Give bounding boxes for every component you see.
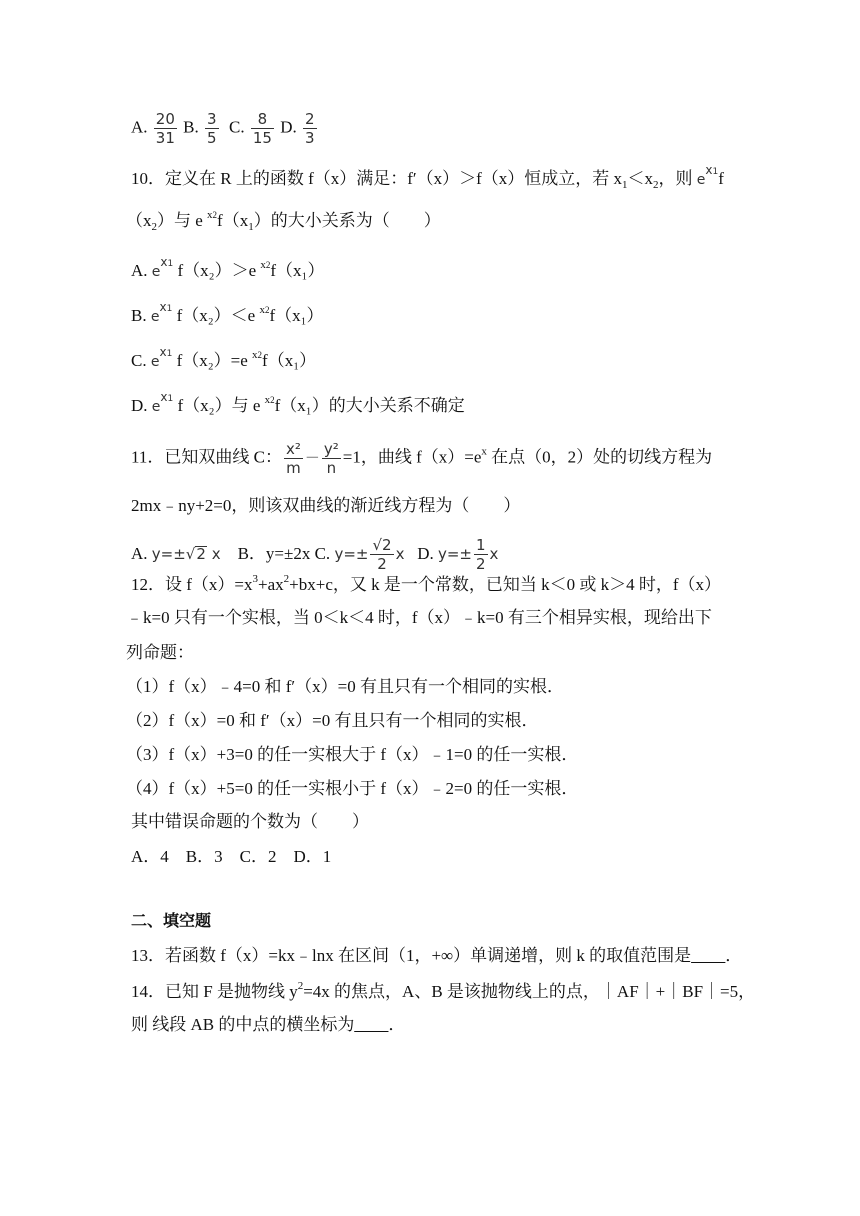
q14-stem-line1: 14．已知 F 是抛物线 $y^2=4x$ 的焦点，A、B 是该抛物线上的点，｜AF｜+｜BF｜=5， <box>131 980 756 1001</box>
q9-option-c-label: C. <box>229 117 245 137</box>
q9-option-d-label: D. <box>280 117 297 137</box>
q11-option-a-formula: y=±√2 x <box>151 545 221 563</box>
q9-option-b-fraction: $\frac{3}{5}$ <box>206 110 217 147</box>
q12-proposition-4: （4）f（x）+5=0 的任一实根小于 f（x）﹣2=0 的任一实根． <box>126 779 579 798</box>
q11-stem-line2: 2mx﹣ny+2=0，则该双曲线的渐近线方程为（ ） <box>131 496 521 515</box>
q14-stem-line2: 则 线段 AB 的中点的横坐标为____． <box>131 1015 406 1034</box>
q13-stem: 13．若函数 f（x）=kx﹣lnx 在区间（1，+∞）单调递增，则 k 的取值范围是____． <box>131 946 743 965</box>
exp-x1-formula: ex1 <box>151 390 174 415</box>
q10-option-a: A. ex1 f（x₂）＞e $^{x2}$f（x₁） <box>131 255 325 280</box>
q10-stem-line1: 10．定义在 R 上的函数 f（x）满足：f′（x）＞f（x）恒成立，若 $x_1<x_2$，则 ex1f <box>131 163 724 191</box>
q13-answer-blank: ____ <box>691 946 726 965</box>
exp-x1-formula: ex1 <box>151 255 174 280</box>
q12-proposition-3: （3）f（x）+3=0 的任一实根大于 f（x）﹣1=0 的任一实根． <box>126 745 579 764</box>
q11-fraction-x2-m: $\frac{\text{x²}}{m}$ <box>285 440 301 477</box>
q11-options: A. y=±√2 x B．y=±2x C. y=± $\frac{√2}{2}$ x D. y=± $\frac{1}{2}$ x <box>131 536 499 573</box>
q9-option-a-label: A. <box>131 117 148 137</box>
q14-answer-blank: ____ <box>354 1015 389 1034</box>
q11-option-c-formula: y=± $\frac{√2}{2}$ x <box>334 536 405 573</box>
q9-option-d-fraction: $\frac{2}{3}$ <box>304 110 315 147</box>
q12-stem-line1: 12．设 $f(x)=x^3+ax^2+bx+c$，又 k 是一个常数，已知当 k＜0 或 k＞4 时，f（x） <box>131 573 722 594</box>
q12-options: A．4 B．3 C．2 D．1 <box>131 847 332 866</box>
q12-question: 其中错误命题的个数为（ ） <box>131 812 369 831</box>
q10-option-c: C. ex1 f（x₂）=e $^{x2}$f（x₁） <box>131 345 317 370</box>
exp-x1-formula: ex1 <box>696 163 719 188</box>
q10-option-d: D. ex1 f（x₂）与 e $^{x2}$f（x₁）的大小关系不确定 <box>131 390 465 415</box>
q10-stem-line2: $(x_2)$与 e $^{x2}f(x_1)$的大小关系为（ ） <box>126 209 441 233</box>
q12-proposition-1: （1）f（x）﹣4=0 和 f′（x）=0 有且只有一个相同的实根． <box>126 677 564 696</box>
q9-options <box>131 110 319 147</box>
section-title-fill-in: 二、填空题 <box>131 911 212 930</box>
exp-x1-formula: ex1 <box>150 300 173 325</box>
q11-stem-line1: 11．已知双曲线 C： $\frac{\text{x²}}{m}$ － $\frac{\text{y²}}{n}$ =1，曲线 $f(x)=e^x$ 在点（0，2）处的切线方程为 <box>131 440 713 477</box>
q9-option-a-fraction: $\frac{20}{31}$ <box>155 110 175 147</box>
q12-stem-line3: 列命题： <box>126 643 194 662</box>
q12-stem-line2: ﹣k=0 只有一个实根，当 0＜k＜4 时，f（x）﹣k=0 有三个相异实根，现给出下 <box>126 608 712 627</box>
q10-option-b: B. ex1 f（x₂）＜e $^{x2}$f（x₁） <box>131 300 324 325</box>
q9-option-c-fraction: $\frac{8}{15}$ <box>252 110 272 147</box>
q11-fraction-y2-n: $\frac{\text{y²}}{n}$ <box>323 440 339 477</box>
q12-proposition-2: （2）f（x）=0 和 f′（x）=0 有且只有一个相同的实根． <box>126 711 539 730</box>
q11-option-d-formula: y=± $\frac{1}{2}$ x <box>437 536 499 573</box>
q9-option-b-label: B. <box>183 117 199 137</box>
exp-x1-formula: ex1 <box>150 345 173 370</box>
